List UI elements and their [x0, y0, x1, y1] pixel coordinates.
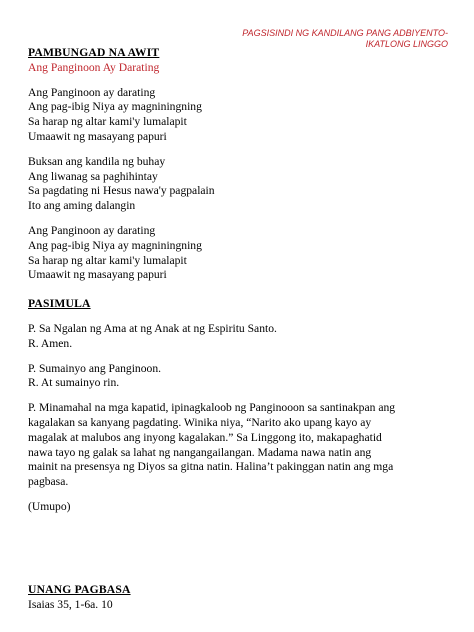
lyric-line: Umaawit ng masayang papuri: [28, 268, 167, 282]
lyric-line: Sa pagdating ni Hesus nawa'y pagpalain: [28, 184, 215, 198]
stanza-2: [28, 155, 448, 214]
header-line-2: IKATLONG LINGGO: [365, 39, 448, 49]
stanza-3: [28, 224, 448, 283]
lyric-line: Sa harap ng altar kami'y lumalapit: [28, 115, 187, 129]
response-line: R. Amen.: [28, 336, 73, 350]
paragraph-line: pagbasa.: [28, 475, 69, 489]
opening-song-heading: PAMBUNGAD NA AWIT: [28, 46, 160, 59]
reading-reference: Isaias 35, 1-6a. 10: [28, 597, 113, 611]
sit-instruction: (Umupo): [28, 499, 71, 513]
paragraph-line: nawa tayo ng galak sa lahat ng nangangailangan. Madama nawa natin ang: [28, 445, 372, 459]
document-body: [28, 46, 448, 612]
lyric-line: Ang liwanag sa paghihintay: [28, 169, 158, 183]
lyric-line: Ang pag-ibig Niya ay magniningning: [28, 238, 202, 252]
stanza-1: [28, 86, 448, 145]
song-title: Ang Panginoon Ay Darating: [28, 60, 160, 74]
intro-paragraph: [28, 401, 448, 490]
lyric-line: Umaawit ng masayang papuri: [28, 129, 167, 143]
paragraph-line: mainit na presensya ng Diyos sa gitna natin. Halina’t pakinggan natin ang mga: [28, 460, 394, 474]
priest-line: P. Sumainyo ang Panginoon.: [28, 361, 162, 375]
lyric-line: Sa harap ng altar kami'y lumalapit: [28, 253, 187, 267]
lyric-line: Buksan ang kandila ng buhay: [28, 154, 166, 168]
response-line: R. At sumainyo rin.: [28, 376, 120, 390]
paragraph-line: P. Minamahal na mga kapatid, ipinagkaloob ng Panginooon sa santinakpan ang: [28, 401, 396, 415]
lyric-line: Ang Panginoon ay darating: [28, 85, 156, 99]
lyric-line: Ang pag-ibig Niya ay magniningning: [28, 100, 202, 114]
priest-line: P. Sa Ngalan ng Ama at ng Anak at ng Espiritu Santo.: [28, 321, 277, 335]
lyric-line: Ang Panginoon ay darating: [28, 223, 156, 237]
paragraph-line: magalak at malubos ang inyong kagalakan.” Sa Linggong ito, makapaghatid: [28, 430, 382, 444]
lyric-line: Ito ang aming dalangin: [28, 199, 136, 213]
first-reading-heading: UNANG PAGBASA: [28, 582, 131, 596]
paragraph-line: kagalakan sa kanyang pagdating. Winika niya, “Narito ako upang kayo ay: [28, 415, 372, 429]
exchange-1: [28, 322, 448, 352]
exchange-2: [28, 362, 448, 392]
header-line-1: PAGSISINDI NG KANDILANG PANG ADBIYENTO-: [242, 28, 448, 38]
intro-heading: PASIMULA: [28, 297, 91, 311]
